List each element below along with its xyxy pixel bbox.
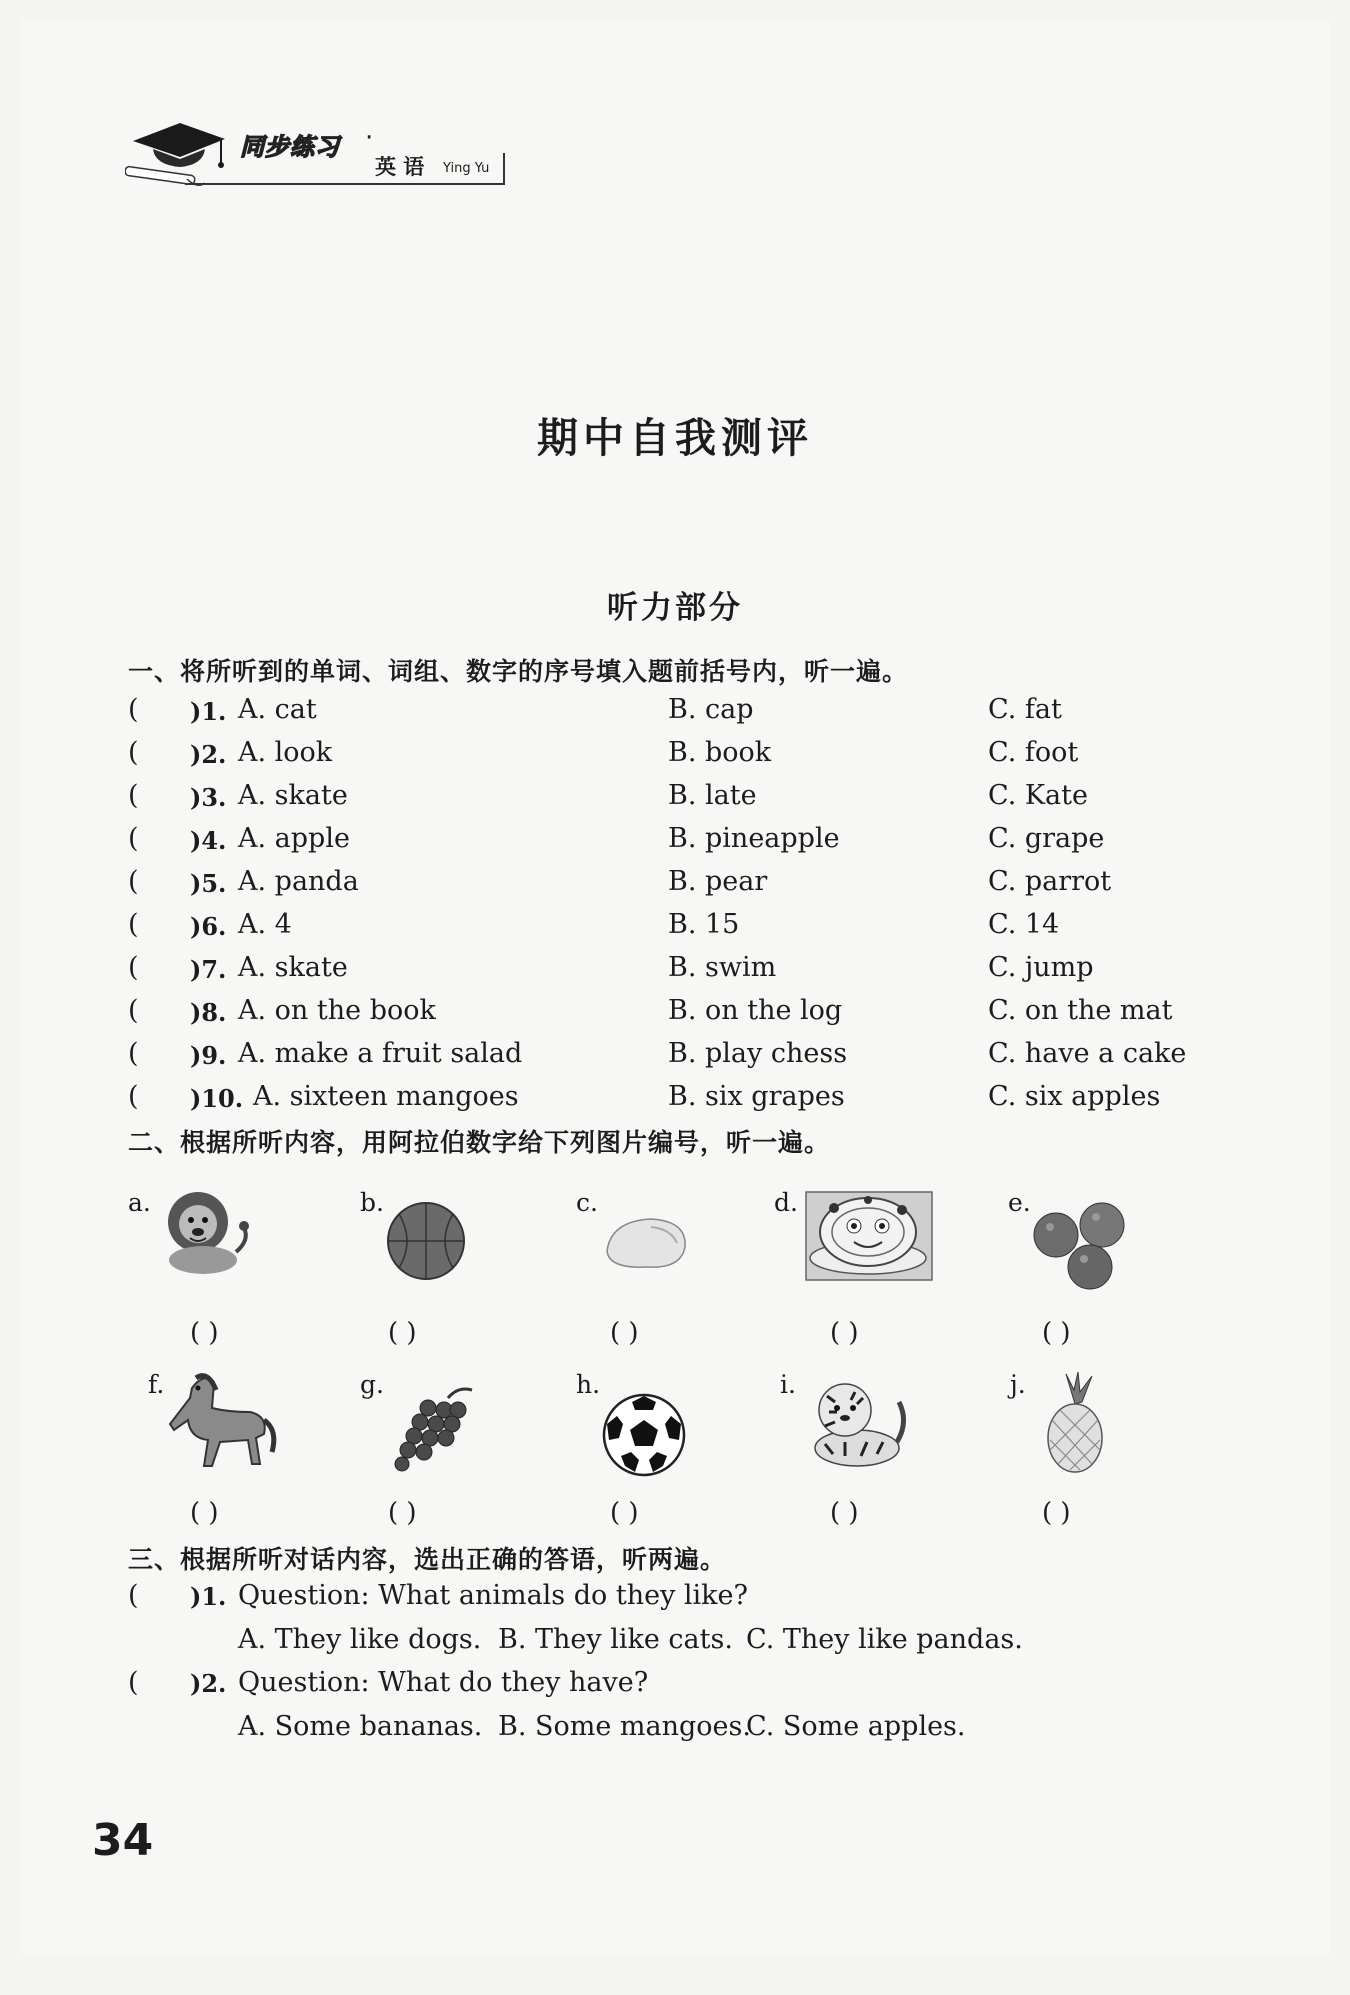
answer-blank-a[interactable]: ( ) xyxy=(190,1318,219,1348)
s3-question-1: ( )1. Question: What animals do they like? xyxy=(128,1580,748,1611)
option-b: B. swim xyxy=(668,952,777,983)
header-rule xyxy=(185,183,505,185)
option-b: B. cap xyxy=(668,694,754,725)
graduation-cap-icon xyxy=(125,113,235,193)
s1-question-row xyxy=(128,1081,1278,1121)
option-a: A. apple xyxy=(238,823,350,854)
subject-label: 英 语 xyxy=(375,155,425,179)
option-a: A. skate xyxy=(238,952,348,983)
s1-question-row xyxy=(128,995,1278,1035)
option-a: A. make a fruit salad xyxy=(238,1038,523,1069)
option-a: A. skate xyxy=(238,780,348,811)
s3-question-2: ( )2. Question: What do they have? xyxy=(128,1667,649,1698)
workbook-page: 同步练习 · 英 语 Ying Yu 期中自我测评 听力部分 一、将所听到的单词、词组、数字的序号填入题前括号内，听一遍。 ( )1. A. cat B. cap C. fat ( )2. A. look B. book C. foot ( )3. A. skate B. late C. Kate ( )4. A. apple B. pineapple C. grape ( )5. A. panda B. pear C. parrot ( )6. A. 4 B. 15 C. 14 ( )7. A. skate B. swim C. jump ( )8. A. on the book B. on the log C. on the mat ( )9. A. make a fruit salad B. play chess C. have a cake ( )10. A. sixteen mangoes B. six grapes C. six apples 二、根据所听内容，用阿拉伯数字给下列图片编号，听一遍。 a. ( ) b. ( ) c. ( ) d. ( ) e. ( ) f. ( ) g. ( ) h. ( ) i. ( ) j. ( ) 三、根据所听对话内容，选出正确的答语，听两遍。 ( )1. Question: What animals do they like? A. They like dogs. B. They like cats. C. They like pandas. ( )2. Question: What do they have? A. Some bananas. B. Some mangoes. C. Some apples. 34 xyxy=(20,20,1330,1955)
page-number: 34 xyxy=(92,1815,154,1866)
football-icon xyxy=(601,1392,687,1478)
option-c: C. on the mat xyxy=(988,995,1173,1026)
option-c: C. fat xyxy=(988,694,1062,725)
cake-icon xyxy=(804,1188,934,1283)
option-b: B. pineapple xyxy=(668,823,840,854)
option-a: A. sixteen mangoes xyxy=(253,1081,519,1112)
answer-blank[interactable]: ( xyxy=(128,995,139,1026)
option-b: B. 15 xyxy=(668,909,740,940)
answer-blank[interactable]: ( xyxy=(128,737,139,768)
question-number: )9. xyxy=(190,1041,227,1070)
header-dot: · xyxy=(365,123,374,153)
option-b: B. on the log xyxy=(668,995,843,1026)
answer-blank[interactable]: ( xyxy=(128,1038,139,1069)
section2-heading: 二、根据所听内容，用阿拉伯数字给下列图片编号，听一遍。 xyxy=(128,1128,831,1157)
s3-options-2: A. Some bananas. B. Some mangoes. C. Some apples. xyxy=(238,1711,966,1742)
answer-blank-g[interactable]: ( ) xyxy=(388,1498,417,1528)
answer-blank[interactable]: ( xyxy=(128,823,139,854)
answer-blank[interactable]: ( xyxy=(128,780,139,811)
question-number: )3. xyxy=(190,783,227,812)
option-a: A. 4 xyxy=(238,909,292,940)
option-c: C. have a cake xyxy=(988,1038,1187,1069)
question-number: )7. xyxy=(190,955,227,984)
grapes-icon xyxy=(388,1380,478,1480)
answer-blank[interactable]: ( xyxy=(128,1667,139,1698)
answer-blank-e[interactable]: ( ) xyxy=(1042,1318,1071,1348)
option-c: C. Kate xyxy=(988,780,1088,811)
answer-blank-d[interactable]: ( ) xyxy=(830,1318,859,1348)
option-c: C. foot xyxy=(988,737,1079,768)
s1-question-row xyxy=(128,1038,1278,1078)
tiger-icon xyxy=(805,1372,910,1472)
option-b: B. book xyxy=(668,737,772,768)
oranges-icon xyxy=(1028,1193,1128,1293)
option-b: B. play chess xyxy=(668,1038,848,1069)
option-b: B. six grapes xyxy=(668,1081,845,1112)
option-c: C. six apples xyxy=(988,1081,1161,1112)
page-header xyxy=(125,105,525,195)
subject-pinyin: Ying Yu xyxy=(443,161,490,176)
answer-blank-c[interactable]: ( ) xyxy=(610,1318,639,1348)
section3-heading: 三、根据所听对话内容，选出正确的答语，听两遍。 xyxy=(128,1545,727,1574)
question-number: )8. xyxy=(190,998,227,1027)
option-c: C. jump xyxy=(988,952,1094,983)
option-b: B. pear xyxy=(668,866,768,897)
section1-heading: 一、将所听到的单词、词组、数字的序号填入题前括号内，听一遍。 xyxy=(128,657,909,686)
question-number: )4. xyxy=(190,826,227,855)
pineapple-icon xyxy=(1040,1370,1110,1475)
s1-question-row xyxy=(128,952,1278,992)
mango-icon xyxy=(601,1213,691,1273)
option-b: B. late xyxy=(668,780,757,811)
question-number: )5. xyxy=(190,869,227,898)
header-rule-vertical xyxy=(503,153,505,184)
s1-question-row xyxy=(128,823,1278,863)
s1-question-row xyxy=(128,866,1278,906)
answer-blank[interactable]: ( xyxy=(128,1081,139,1112)
answer-blank-j[interactable]: ( ) xyxy=(1042,1498,1071,1528)
brand-name: 同步练习 xyxy=(240,133,340,161)
answer-blank[interactable]: ( xyxy=(128,909,139,940)
s1-question-row xyxy=(128,737,1278,777)
option-c: C. 14 xyxy=(988,909,1060,940)
option-a: A. panda xyxy=(238,866,359,897)
horse-icon xyxy=(168,1368,278,1478)
answer-blank[interactable]: ( xyxy=(128,694,139,725)
option-c: C. grape xyxy=(988,823,1105,854)
option-c: C. parrot xyxy=(988,866,1112,897)
s1-question-row xyxy=(128,694,1278,734)
option-a: A. look xyxy=(238,737,333,768)
answer-blank-h[interactable]: ( ) xyxy=(610,1498,639,1528)
lion-icon xyxy=(158,1188,253,1278)
answer-blank-i[interactable]: ( ) xyxy=(830,1498,859,1528)
answer-blank[interactable]: ( xyxy=(128,1580,139,1611)
basketball-icon xyxy=(385,1200,467,1282)
answer-blank-b[interactable]: ( ) xyxy=(388,1318,417,1348)
s3-options-1: A. They like dogs. B. They like cats. C. They like pandas. xyxy=(238,1624,1023,1655)
page-title: 期中自我测评 xyxy=(537,414,813,462)
question-number: )10. xyxy=(190,1084,244,1113)
question-number: )2. xyxy=(190,740,227,769)
question-number: )6. xyxy=(190,912,227,941)
option-a: A. cat xyxy=(238,694,317,725)
answer-blank[interactable]: ( xyxy=(128,952,139,983)
s1-question-row xyxy=(128,780,1278,820)
section-subtitle: 听力部分 xyxy=(607,590,743,626)
option-a: A. on the book xyxy=(238,995,436,1026)
question-number: )1. xyxy=(190,697,227,726)
answer-blank-f[interactable]: ( ) xyxy=(190,1498,219,1528)
answer-blank[interactable]: ( xyxy=(128,866,139,897)
s1-question-row xyxy=(128,909,1278,949)
